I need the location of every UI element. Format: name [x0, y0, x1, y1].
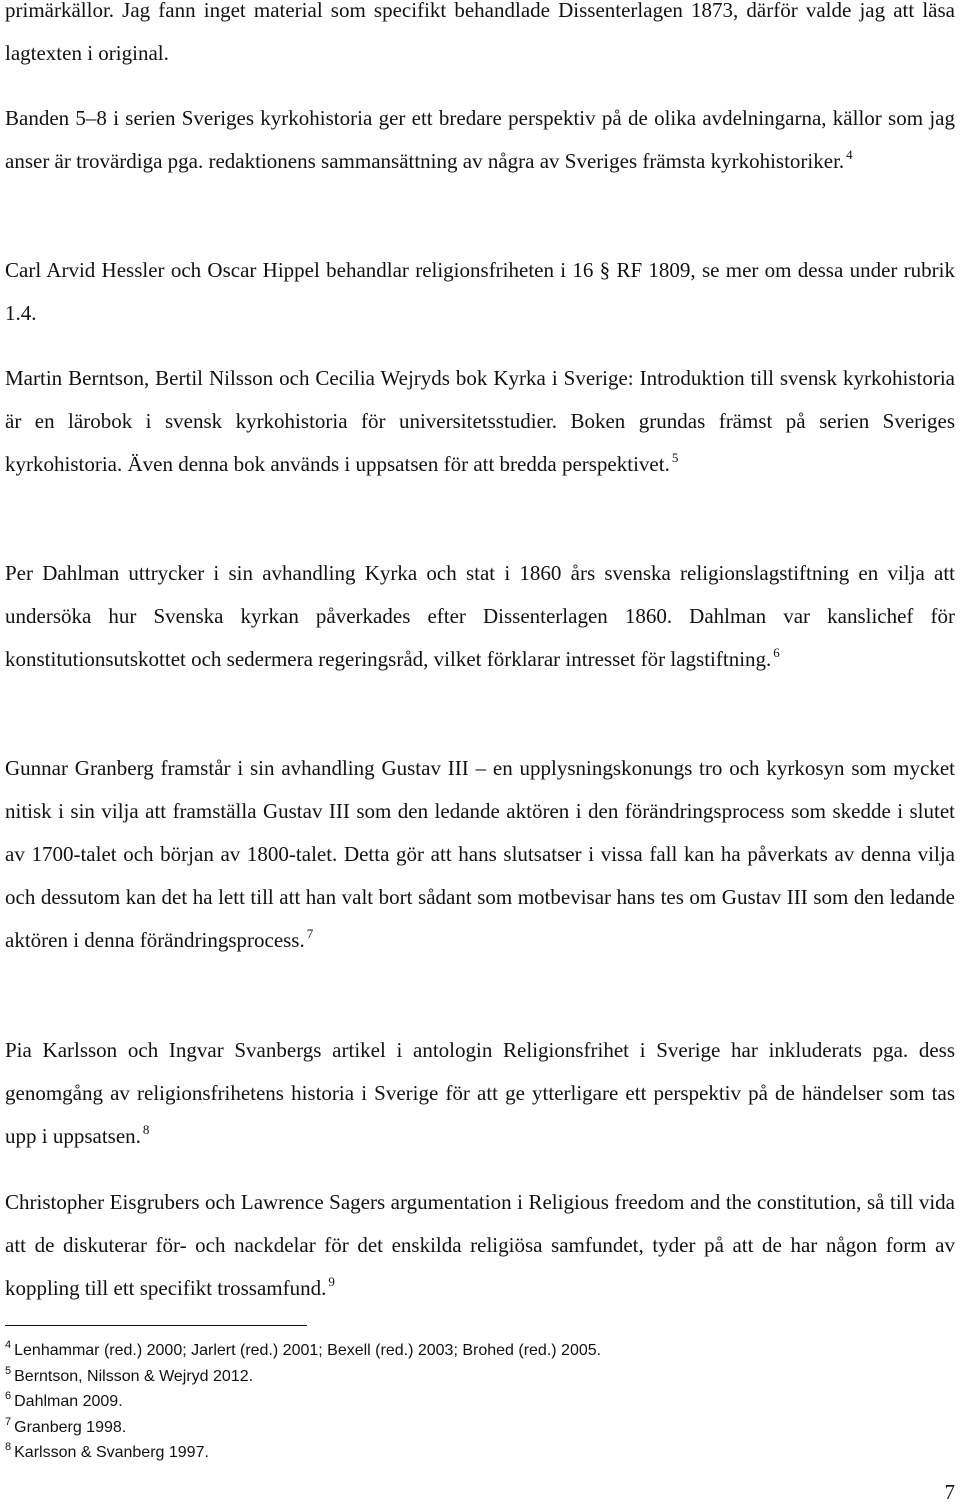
paragraph-text: Pia Karlsson och Ingvar Svanbergs artikel i antologin Religionsfrihet i Sverige har inkluderats pga. dess genomgång av religionsfrihetens historia i Sverige för att ge ytterligare ett perspektiv på de händelser som tas upp i uppsatsen.: [5, 1038, 955, 1148]
footnote-item: [5, 1440, 955, 1466]
paragraph-berntson: [5, 357, 955, 486]
paragraph-eisgruber-sager: [5, 1181, 955, 1310]
footnote-item: [5, 1389, 955, 1415]
paragraph-dahlman: [5, 552, 955, 681]
footnotes: [5, 1338, 955, 1466]
footnote-number: 5: [5, 1364, 12, 1377]
paragraph-text: Carl Arvid Hessler och Oscar Hippel behandlar religionsfriheten i 16 § RF 1809, se mer om dessa under rubrik 1.4.: [5, 258, 955, 325]
footnote-reference[interactable]: 8: [142, 1122, 150, 1137]
footnote-separator: [5, 1325, 307, 1326]
footnote-text: Lenhammar (red.) 2000; Jarlert (red.) 2001; Bexell (red.) 2003; Brohed (red.) 2005.: [14, 1342, 602, 1359]
paragraph-text: Martin Berntson, Bertil Nilsson och Cecilia Wejryds bok Kyrka i Sverige: Introduktion till svensk kyrkohistoria är en lärobok i svensk kyrkohistoria för universitetsstudier. Boken grundas främst på serien Sveriges kyrkohistoria. Även denna bok används i uppsatsen för att bredda perspektivet.: [5, 366, 955, 476]
footnote-item: [5, 1364, 955, 1390]
footnote-item: [5, 1415, 955, 1441]
paragraph-text: Christopher Eisgrubers och Lawrence Sagers argumentation i Religious freedom and the constitution, så till vida att de diskuterar för- och nackdelar för det enskilda religiösa samfundet, tyder på att de har någon form av koppling till ett specifikt trossamfund.: [5, 1190, 955, 1300]
footnote-reference[interactable]: 4: [846, 147, 853, 162]
paragraph-hessler-hippel: [5, 249, 955, 335]
page-number: 7: [944, 1480, 955, 1504]
paragraph-karlsson-svanberg: [5, 1029, 955, 1158]
footnote-reference[interactable]: 6: [773, 645, 780, 660]
paragraph-sveriges-kyrkohistoria: [5, 97, 955, 183]
footnote-number: 4: [5, 1339, 12, 1351]
paragraph-granberg: [5, 747, 955, 962]
footnote-number: 8: [5, 1441, 12, 1453]
paragraph-text: Banden 5–8 i serien Sveriges kyrkohistoria ger ett bredare perspektiv på de olika avdelningarna, källor som jag anser är trovärdiga pga. redaktionens sammansättning av några av Sveriges främsta kyrkohistoriker.: [5, 106, 955, 173]
footnote-text: Dahlman 2009.: [14, 1393, 123, 1410]
footnote-text: Granberg 1998.: [14, 1418, 127, 1436]
footnote-number: 6: [5, 1390, 12, 1402]
footnote-reference[interactable]: 7: [306, 926, 314, 941]
footnote-text: Berntson, Nilsson & Wejryd 2012.: [14, 1367, 254, 1385]
paragraph-text: Per Dahlman uttrycker i sin avhandling Kyrka och stat i 1860 års svenska religionslagstiftning en vilja att undersöka hur Svenska kyrkan påverkades efter Dissenterlagen 1860. Dahlman var kanslichef för konstitutionsutskottet och sedermera regeringsråd, vilket förklarar intresset för lagstiftning.: [5, 561, 955, 671]
footnote-item: [5, 1338, 955, 1364]
footnote-number: 7: [5, 1415, 12, 1428]
footnote-reference[interactable]: 5: [671, 450, 679, 465]
footnote-text: Karlsson & Svanberg 1997.: [14, 1444, 209, 1461]
paragraph-text: Gunnar Granberg framstår i sin avhandling Gustav III – en upplysningskonungs tro och kyrkosyn som mycket nitisk i sin vilja att framställa Gustav III som den ledande aktören i den förändringsprocess som skedde i slutet av 1700-talet och början av 1800-talet. Detta gör att hans slutsatser i vissa fall kan ha påverkats av denna vilja och dessutom kan det ha lett till att han valt bort sådant som motbevisar hans tes om Gustav III som den ledande aktören i denna förändringsprocess.: [5, 756, 955, 952]
footnote-reference[interactable]: 9: [328, 1274, 335, 1289]
paragraph-text: primärkällor. Jag fann inget material som specifikt behandlade Dissenterlagen 1873, därför valde jag att läsa lagtexten i original.: [5, 0, 955, 65]
paragraph-intro: [5, 0, 955, 75]
